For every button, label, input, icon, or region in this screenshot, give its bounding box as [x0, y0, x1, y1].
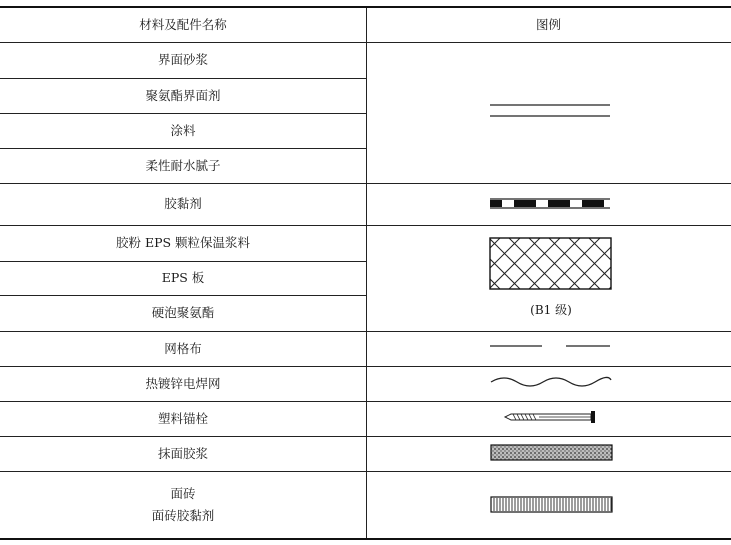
double-line-symbol-icon	[488, 103, 612, 119]
row-plastic-anchor	[0, 401, 366, 436]
row-tile-and-adhesive	[0, 471, 366, 538]
dashed-bar-symbol-icon	[488, 197, 612, 211]
row-label: 硬泡聚氨酯	[151, 305, 215, 320]
tile-hatch-symbol-icon	[490, 496, 614, 514]
row-flexible-putty	[0, 148, 366, 183]
row-label: 热镀锌电焊网	[145, 375, 221, 391]
row-interface-mortar	[0, 42, 366, 78]
row-label: 塑料锚栓	[157, 410, 208, 426]
wave-line-symbol-icon	[489, 372, 613, 392]
row-label: 柔性耐水腻子	[145, 157, 221, 173]
row-label: 涂料	[170, 122, 196, 138]
row-coating	[0, 113, 366, 148]
crosshatch-box-symbol-icon	[489, 237, 613, 291]
row-eps-board	[0, 261, 366, 295]
row-plaster-mortar	[0, 436, 366, 471]
row-label-line2: 面砖胶黏剂	[151, 507, 215, 523]
row-galvanized-mesh	[0, 366, 366, 401]
header-legend	[366, 8, 731, 42]
row-pu-interface-agent	[0, 78, 366, 113]
row-label-line1: 面砖	[170, 485, 196, 501]
row-label: 聚氨酯界面剂	[145, 87, 221, 103]
row-label: 网格布	[164, 340, 202, 356]
row-label: EPS 板	[161, 270, 205, 285]
row-label: 抹面胶浆	[157, 445, 208, 461]
stipple-bar-symbol-icon	[490, 444, 614, 462]
header-material-name	[0, 8, 366, 42]
row-label: 胶粉 EPS 颗粒保温浆料	[115, 235, 251, 250]
header-material-label: 材料及配件名称	[139, 17, 227, 32]
row-adhesive	[0, 183, 366, 225]
insulation-caption: (B1 级)	[530, 303, 572, 317]
column-divider	[366, 8, 367, 538]
row-rigid-pu-foam	[0, 295, 366, 331]
table-bottom-rule	[0, 538, 731, 540]
plastic-anchor-symbol-icon	[503, 409, 603, 425]
row-label: 界面砂浆	[157, 52, 208, 67]
row-eps-granule-mortar	[0, 225, 366, 261]
header-legend-label: 图例	[535, 17, 561, 32]
row-label: 胶黏剂	[164, 196, 202, 211]
row-mesh-cloth	[0, 331, 366, 366]
broken-line-symbol-icon	[488, 341, 612, 351]
